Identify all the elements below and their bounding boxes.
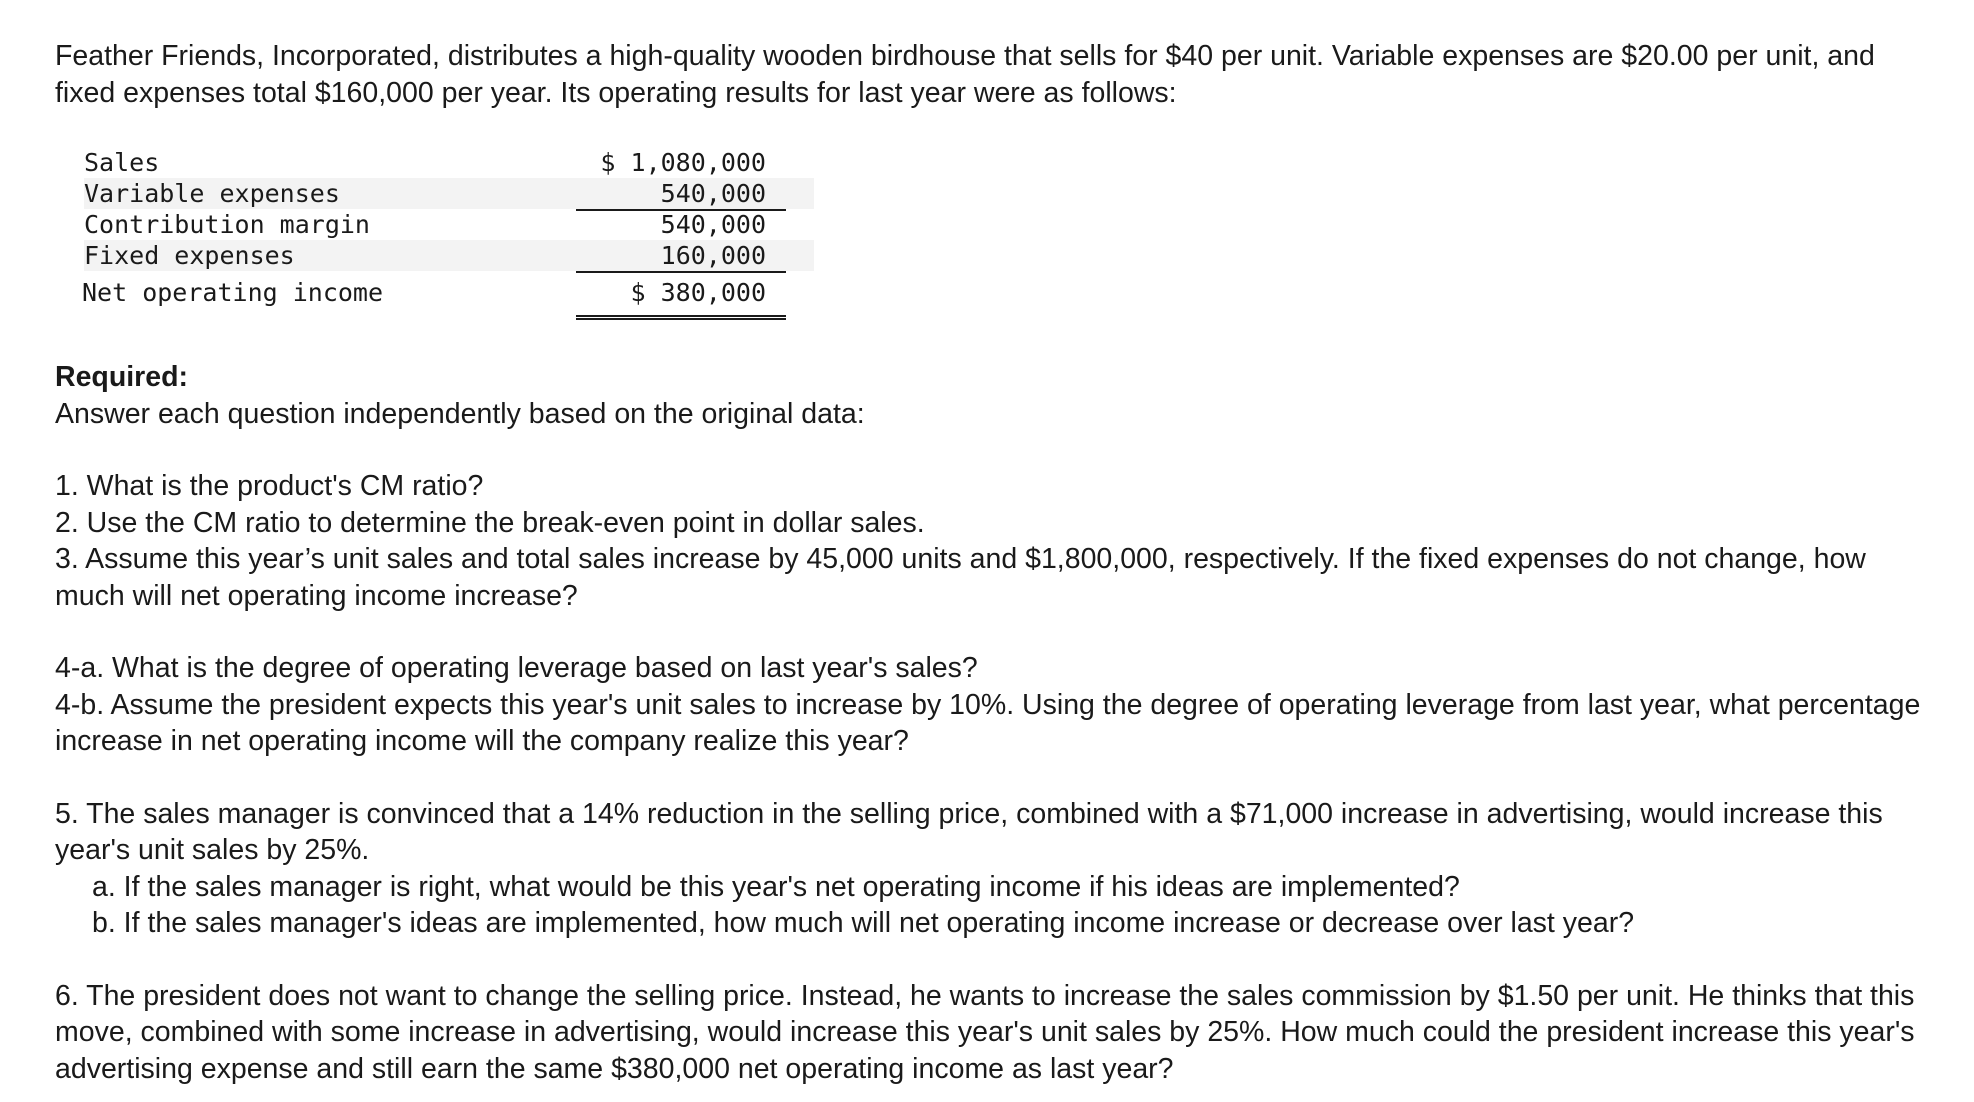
question-5b: b. If the sales manager's ideas are implemented, how much will net operating income increase or decrease over last year? bbox=[92, 907, 1635, 939]
required-heading: Required: bbox=[55, 361, 189, 393]
statement-label: Net operating income bbox=[82, 278, 384, 307]
statement-row-net-operating-income bbox=[84, 271, 814, 312]
statement-label: Variable expenses bbox=[84, 179, 340, 208]
question-5: 5. The sales manager is convinced that a 14% reduction in the selling price, combined with a $71,000 increase in advertising, would increase this year's unit sales by 25%. bbox=[55, 797, 1883, 866]
statement-label: Sales bbox=[84, 148, 160, 177]
question-4a: 4-a. What is the degree of operating leverage based on last year's sales? bbox=[55, 652, 978, 684]
question-6: 6. The president does not want to change the selling price. Instead, he wants to increase the sales commission by $1.50 per unit. He thinks that this move, combined with some increase in advertising, would increase this year's unit sales by 25%. How much could the president increase this year's advertising expense and still earn the same $380,000 net operating income as last year? bbox=[55, 979, 1915, 1085]
statement-value: 160,000 bbox=[576, 240, 786, 273]
required-section bbox=[55, 359, 1935, 1087]
statement-label: Contribution margin bbox=[84, 210, 370, 239]
statement-label: Fixed expenses bbox=[84, 241, 295, 270]
intro-paragraph: Feather Friends, Incorporated, distributes a high-quality wooden birdhouse that sells for $40 per unit. Variable expenses are $20.00 per unit, and fixed expenses total $160,000 per year. Its operating results for last year were as follows: bbox=[55, 40, 1875, 109]
statement-row-contribution-margin bbox=[84, 209, 814, 240]
statement-value: $ 1,080,000 bbox=[600, 148, 766, 177]
income-statement bbox=[84, 147, 814, 312]
statement-row-sales bbox=[84, 147, 814, 178]
required-instruction: Answer each question independently based on the original data: bbox=[55, 397, 865, 430]
question-2: 2. Use the CM ratio to determine the break-even point in dollar sales. bbox=[55, 506, 925, 539]
statement-row-fixed-expenses bbox=[84, 240, 814, 271]
statement-value: 540,000 bbox=[576, 178, 786, 211]
problem-page bbox=[55, 38, 1935, 1085]
statement-row-variable-expenses bbox=[84, 178, 814, 209]
statement-value: $ 380,000 bbox=[576, 271, 786, 320]
question-5a: a. If the sales manager is right, what would be this year's net operating income if his ideas are implemented? bbox=[92, 870, 1460, 903]
question-4b: 4-b. Assume the president expects this year's unit sales to increase by 10%. Using the degree of operating leverage from last year, what percentage increase in net operating income will the company realize this year? bbox=[55, 688, 1921, 757]
question-3: 3. Assume this year’s unit sales and total sales increase by 45,000 units and $1,800,000, respectively. If the fixed expenses do not change, how much will net operating income increase? bbox=[55, 543, 1866, 612]
question-1: 1. What is the product's CM ratio? bbox=[55, 470, 484, 502]
statement-value: 540,000 bbox=[660, 210, 766, 239]
